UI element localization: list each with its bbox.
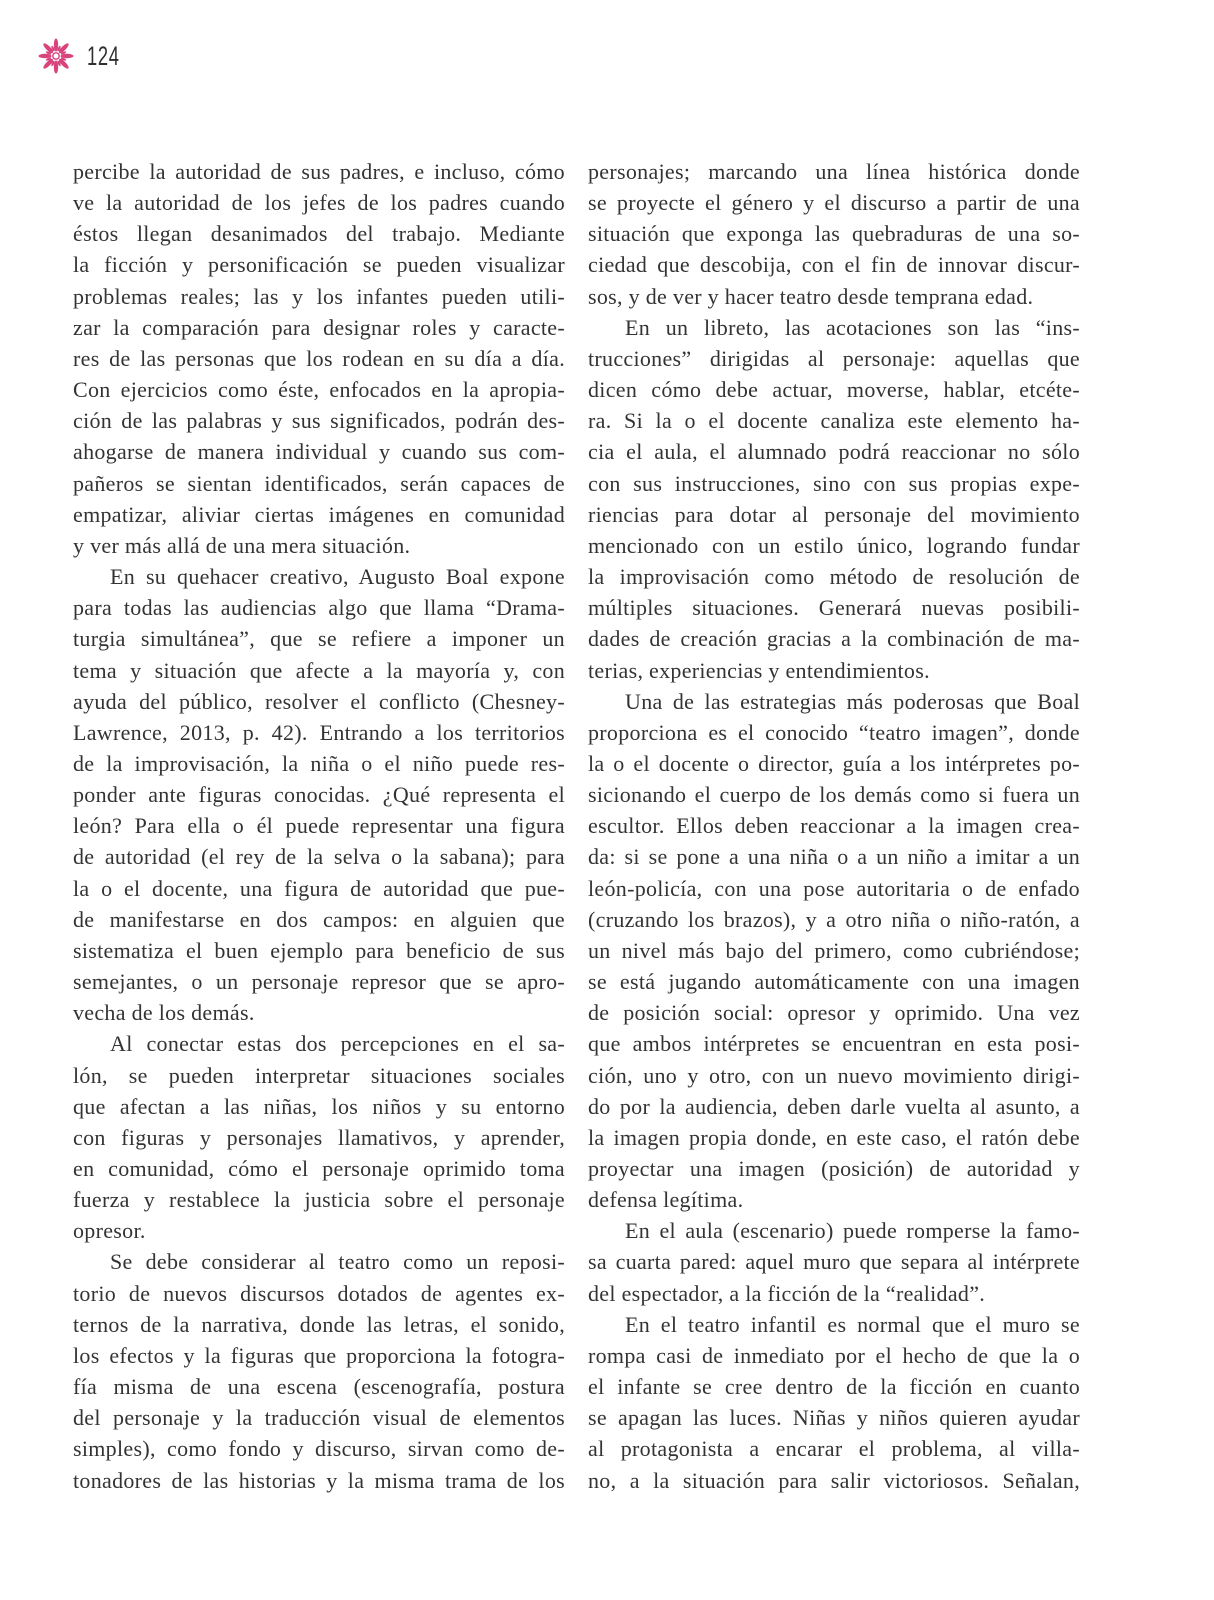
text-line: simples), como fondo y discurso, sirvan como de- (73, 1436, 565, 1462)
text-line: En un libreto, las acotaciones son las “ins- (625, 314, 1080, 340)
text-line: la o el docente o director, guía a los intérpretes po- (588, 750, 1080, 776)
text-line: En su quehacer creativo, Augusto Boal expone (110, 564, 565, 590)
text-line: el infante se cree dentro de la ficción en cuanto (588, 1374, 1080, 1400)
text-line: ción, uno y otro, con un nuevo movimiento dirigi- (588, 1062, 1080, 1088)
text-line: fuerza y restablece la justicia sobre el personaje (73, 1187, 565, 1213)
text-line: la improvisación como método de resolución de (588, 564, 1080, 590)
text-line: defensa legítima. (588, 1187, 744, 1213)
text-line: éstos llegan desanimados del trabajo. Mediante (73, 221, 565, 247)
text-line: zar la comparación para designar roles y caracte- (73, 314, 565, 340)
text-line: que afectan a las niñas, los niños y su entorno (73, 1093, 565, 1119)
text-line: sos, y de ver y hacer teatro desde temprana edad. (588, 283, 1034, 309)
text-line: En el aula (escenario) puede romperse la famo- (625, 1218, 1080, 1244)
text-line: que ambos intérpretes se encuentran en esta posi- (588, 1031, 1080, 1057)
text-line: ve la autoridad de los jefes de los padres cuando (73, 190, 565, 216)
paragraph (588, 1215, 1080, 1308)
text-line: ponder ante figuras conocidas. ¿Qué representa el (73, 782, 565, 808)
text-line: la ficción y personificación se pueden visualizar (73, 252, 565, 278)
text-line: Al conectar estas dos percepciones en el sa- (110, 1031, 565, 1057)
text-line: vecha de los demás. (73, 1000, 255, 1026)
text-line: turgia simultánea”, que se refiere a imponer un (73, 626, 565, 652)
text-line: del espectador, a la ficción de la “realidad”. (588, 1280, 986, 1306)
paragraph (588, 156, 1080, 312)
text-line: torio de nuevos discursos dotados de agentes ex- (73, 1280, 565, 1306)
text-line: trucciones” dirigidas al personaje: aquellas que (588, 345, 1080, 371)
text-line: ternos de la narrativa, donde las letras, el sonido, (73, 1311, 565, 1337)
paragraph (73, 156, 565, 561)
paragraph (73, 561, 565, 1028)
text-line: problemas reales; las y los infantes pueden utili- (73, 283, 565, 309)
text-line: Con ejercicios como éste, enfocados en la apropia- (73, 377, 565, 403)
text-line: En el teatro infantil es normal que el muro se (625, 1311, 1080, 1337)
text-line: ahogarse de manera individual y cuando sus com- (73, 439, 565, 465)
text-line: Una de las estrategias más poderosas que Boal (625, 688, 1080, 714)
text-line: ayuda del público, resolver el conflicto (Chesney- (73, 688, 565, 714)
text-line: se proyecte el género y el discurso a partir de una (588, 190, 1080, 216)
text-line: la o el docente, una figura de autoridad que pue- (73, 875, 565, 901)
text-line: semejantes, o un personaje represor que se apro- (73, 969, 565, 995)
text-line: empatizar, aliviar ciertas imágenes en comunidad (73, 501, 565, 527)
text-line: múltiples situaciones. Generará nuevas posibili- (588, 595, 1080, 621)
paragraph (588, 686, 1080, 1216)
text-line: con sus instrucciones, sino con sus propias expe- (588, 470, 1080, 496)
text-line: un nivel más bajo del primero, como cubriéndose; (588, 937, 1080, 963)
text-line: tema y situación que afecte a la mayoría y, con (73, 657, 565, 683)
text-line: sistematiza el buen ejemplo para beneficio de sus (73, 937, 565, 963)
text-line: de autoridad (el rey de la selva o la sabana); para (73, 844, 565, 870)
paragraph (588, 1309, 1080, 1496)
paragraph (73, 1246, 565, 1495)
text-line: lón, se pueden interpretar situaciones sociales (73, 1062, 565, 1088)
text-line: de manifestarse en dos campos: en alguien que (73, 906, 565, 932)
text-line: ción de las palabras y sus significados, podrán des- (73, 408, 565, 434)
text-line: fía misma de una escena (escenografía, postura (73, 1374, 565, 1400)
text-line: cia el aula, el alumnado podrá reaccionar no sólo (588, 439, 1080, 465)
text-line: al protagonista a encarar el problema, al villa- (588, 1436, 1080, 1462)
text-line: se está jugando automáticamente con una imagen (588, 969, 1080, 995)
text-line: dades de creación gracias a la combinación de ma- (588, 626, 1080, 652)
text-line: proyectar una imagen (posición) de autoridad y (588, 1156, 1080, 1181)
text-line: de la improvisación, la niña o el niño puede res- (73, 750, 565, 776)
text-line: pañeros se sientan identificados, serán capaces de (73, 470, 565, 496)
text-line: en comunidad, cómo el personaje oprimido toma (73, 1156, 565, 1181)
text-column-right (588, 156, 1080, 1496)
text-line: Lawrence, 2013, p. 42). Entrando a los territorios (73, 719, 565, 745)
text-line: res de las personas que los rodean en su día a día. (73, 345, 565, 371)
text-line: y ver más allá de una mera situación. (73, 532, 411, 558)
text-line: percibe la autoridad de sus padres, e incluso, cómo (73, 159, 565, 184)
text-line: do por la audiencia, deben darle vuelta al asunto, a (588, 1093, 1080, 1119)
text-column-left (73, 156, 565, 1496)
text-line: del personaje y la traducción visual de elementos (73, 1405, 565, 1431)
text-line: león-policía, con una pose autoritaria o de enfado (588, 875, 1080, 901)
text-line: tonadores de las historias y la misma trama de los (73, 1467, 565, 1493)
text-line: los efectos y la figuras que proporciona la fotogra- (73, 1342, 565, 1368)
paragraph (73, 1028, 565, 1246)
text-line: mencionado con un estilo único, logrando fundar (588, 532, 1080, 558)
text-line: terias, experiencias y entendimientos. (588, 657, 930, 683)
page-header (36, 36, 236, 76)
text-line: con figuras y personajes llamativos, y aprender, (73, 1124, 565, 1150)
text-line: rompa casi de inmediato por el hecho de que la o (588, 1342, 1080, 1368)
text-line: situación que exponga las quebraduras de una so- (588, 221, 1080, 247)
text-line: (cruzando los brazos), y a otro niña o niño-ratón, a (588, 906, 1080, 932)
text-line: proporciona es el conocido “teatro imagen”, donde (588, 719, 1080, 745)
text-line: Se debe considerar al teatro como un reposi- (110, 1249, 565, 1275)
text-line: dicen cómo debe actuar, moverse, hablar, etcéte- (588, 377, 1080, 403)
text-line: ciedad que descobija, con el fin de innovar discur- (588, 252, 1080, 278)
text-line: no, a la situación para salir victoriosos. Señalan, (588, 1467, 1080, 1493)
text-line: personajes; marcando una línea histórica donde (588, 159, 1080, 184)
text-line: león? Para ella o él puede representar una figura (73, 813, 565, 839)
text-line: da: si se pone a una niña o a un niño a imitar a un (588, 844, 1080, 870)
text-line: ra. Si la o el docente canaliza este elemento ha- (588, 408, 1080, 434)
text-line: para todas las audiencias algo que llama “Drama- (73, 595, 565, 621)
text-line: opresor. (73, 1218, 146, 1244)
text-line: se apagan las luces. Niñas y niños quieren ayudar (588, 1405, 1080, 1431)
page-number: 124 (87, 41, 120, 71)
text-line: sa cuarta pared: aquel muro que separa al intérprete (588, 1249, 1080, 1275)
text-line: riencias para dotar al personaje del movimiento (588, 501, 1080, 527)
text-line: sicionando el cuerpo de los demás como si fuera un (588, 782, 1080, 808)
text-line: escultor. Ellos deben reaccionar a la imagen crea- (588, 813, 1080, 839)
paragraph (588, 312, 1080, 686)
text-line: la imagen propia donde, en este caso, el ratón debe (588, 1124, 1080, 1150)
asterisk-flower-icon (36, 36, 76, 76)
text-line: de posición social: opresor y oprimido. Una vez (588, 1000, 1080, 1026)
